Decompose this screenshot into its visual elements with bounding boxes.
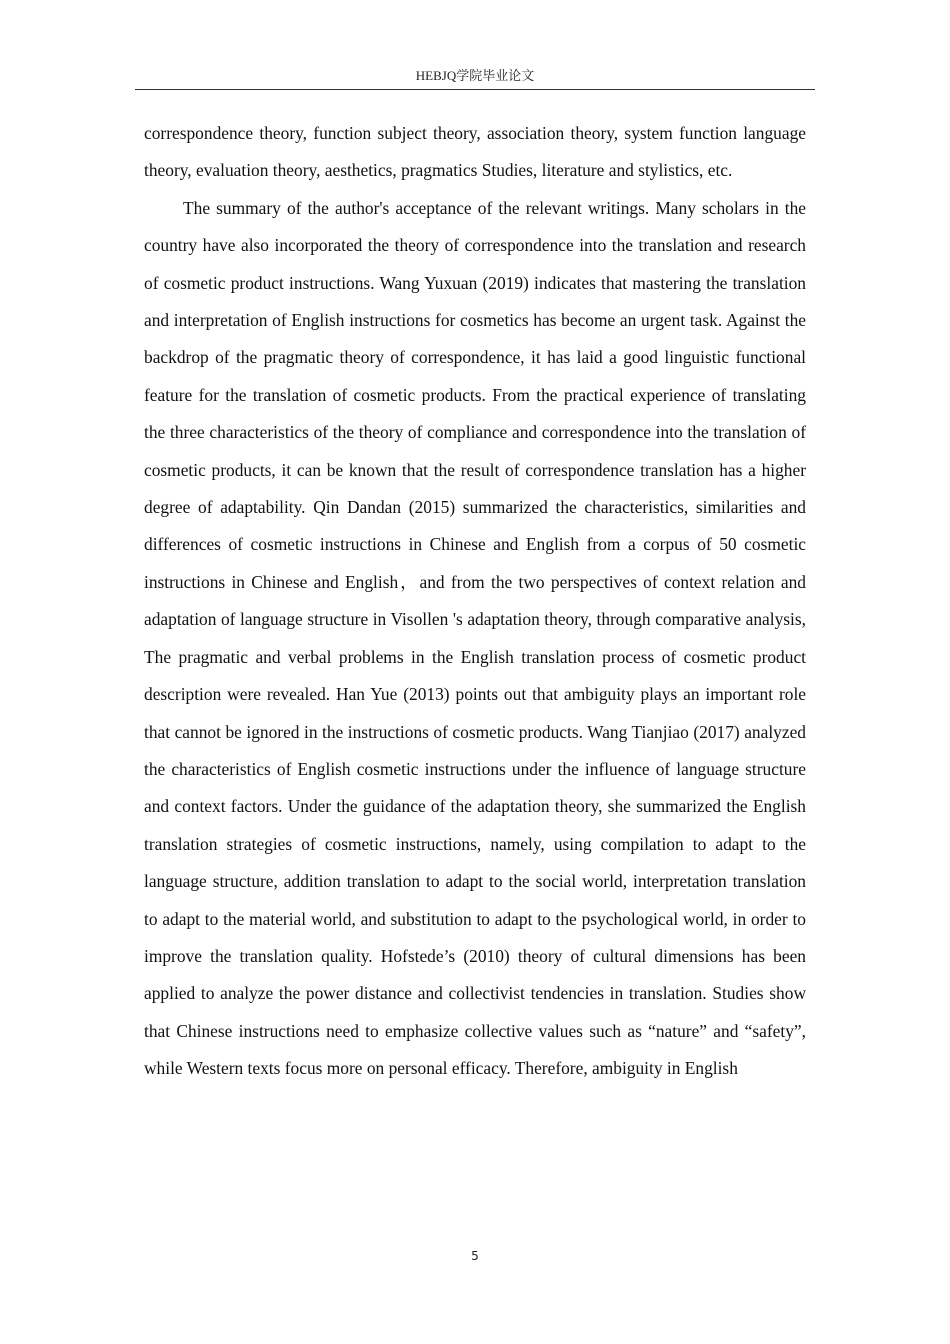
paragraph-continuation: correspondence theory, function subject theory, association theory, system function language theory, evaluation theory, aesthetics, pragmatics Studies, literature and stylistics, etc. (144, 123, 806, 181)
page-header: HEBJQ学院毕业论文 (415, 68, 535, 83)
header-divider (135, 89, 815, 90)
document-body (144, 115, 806, 1088)
page-number: 5 (471, 1249, 479, 1263)
paragraph-literature-summary: The summary of the author's acceptance of the relevant writings. Many scholars in the country have also incorporated the theory of correspondence into the translation and research of cosmetic product instructions. Wang Yuxuan (2019) indicates that mastering the translation and interpretation of English instructions for cosmetics has become an urgent task. Against the backdrop of the pragmatic theory of correspondence, it has laid a good linguistic functional feature for the translation of cosmetic products. From the practical experience of translating the three characteristics of the theory of compliance and correspondence into the translation of cosmetic products, it can be known that the result of correspondence translation has a higher degree of adaptability. Qin Dandan (2015) summarized the characteristics, similarities and differences of cosmetic instructions in Chinese and English from a corpus of 50 cosmetic instructions in Chinese and English，and from the two perspectives of context relation and adaptation of language structure in Visollen 's adaptation theory, through comparative analysis, The pragmatic and verbal problems in the English translation process of cosmetic product description were revealed. Han Yue (2013) points out that ambiguity plays an important role that cannot be ignored in the instructions of cosmetic products. Wang Tianjiao (2017) analyzed the characteristics of English cosmetic instructions under the influence of language structure and context factors. Under the guidance of the adaptation theory, she summarized the English translation strategies of cosmetic instructions, namely, using compilation to adapt to the language structure, addition translation to adapt to the social world, interpretation translation to adapt to the material world, and substitution to adapt to the psychological world, in order to improve the translation quality. Hofstede’s (2010) theory of cultural dimensions has been applied to analyze the power distance and collectivist tendencies in translation. Studies show that Chinese instructions need to emphasize collective values such as “nature” and “safety”, while Western texts focus more on personal efficacy. Therefore, ambiguity in English (144, 197, 806, 1079)
